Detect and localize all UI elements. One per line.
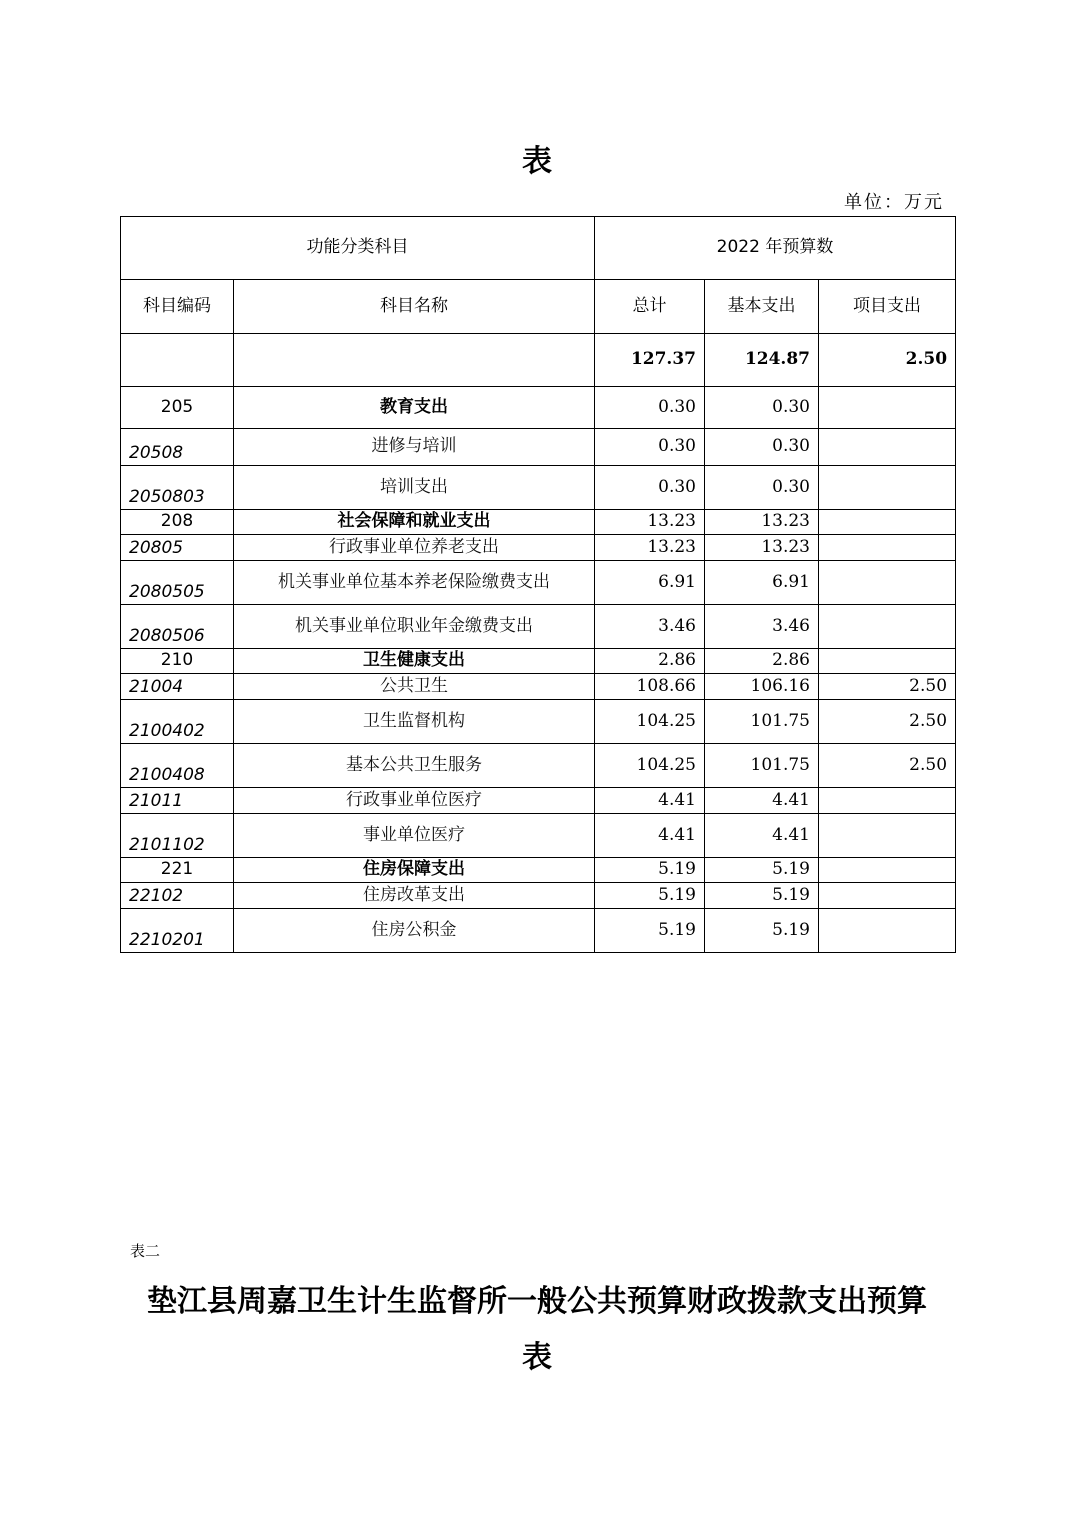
row-project	[819, 535, 956, 561]
row-basic: 4.41	[705, 814, 819, 858]
row-total: 5.19	[595, 909, 705, 953]
table-row	[121, 700, 956, 744]
totals-basic: 124.87	[705, 334, 819, 387]
row-basic: 2.86	[705, 649, 819, 674]
row-code: 221	[121, 858, 234, 883]
row-code: 2100408	[121, 744, 234, 788]
table-row	[121, 387, 956, 429]
table-row	[121, 605, 956, 649]
row-total: 3.46	[595, 605, 705, 649]
row-name: 行政事业单位养老支出	[234, 535, 595, 561]
row-code: 2210201	[121, 909, 234, 953]
row-project	[819, 510, 956, 535]
header-project: 项目支出	[819, 280, 956, 334]
row-project	[819, 649, 956, 674]
row-project	[819, 883, 956, 909]
row-name: 机关事业单位职业年金缴费支出	[234, 605, 595, 649]
table-row	[121, 510, 956, 535]
row-code: 21011	[121, 788, 234, 814]
row-basic: 4.41	[705, 788, 819, 814]
row-code: 2080506	[121, 605, 234, 649]
row-project	[819, 466, 956, 510]
row-code: 22102	[121, 883, 234, 909]
row-total: 4.41	[595, 788, 705, 814]
row-name: 培训支出	[234, 466, 595, 510]
row-name: 公共卫生	[234, 674, 595, 700]
row-project	[819, 909, 956, 953]
table-title-continuation: 表	[522, 144, 552, 179]
row-project: 2.50	[819, 674, 956, 700]
row-total: 0.30	[595, 387, 705, 429]
row-name: 卫生监督机构	[234, 700, 595, 744]
row-basic: 101.75	[705, 700, 819, 744]
row-name: 住房改革支出	[234, 883, 595, 909]
row-project	[819, 788, 956, 814]
row-total: 2.86	[595, 649, 705, 674]
row-project	[819, 387, 956, 429]
row-code: 210	[121, 649, 234, 674]
row-basic: 0.30	[705, 429, 819, 466]
row-total: 13.23	[595, 510, 705, 535]
row-project	[819, 561, 956, 605]
table-row	[121, 429, 956, 466]
row-basic: 0.30	[705, 466, 819, 510]
header-functional-category: 功能分类科目	[121, 217, 595, 280]
table-row	[121, 674, 956, 700]
unit-label: 单位：万元	[844, 192, 944, 213]
row-project: 2.50	[819, 700, 956, 744]
row-name: 机关事业单位基本养老保险缴费支出	[234, 561, 595, 605]
row-code: 2080505	[121, 561, 234, 605]
row-name: 住房保障支出	[234, 858, 595, 883]
row-basic: 3.46	[705, 605, 819, 649]
row-total: 13.23	[595, 535, 705, 561]
row-total: 5.19	[595, 858, 705, 883]
row-code: 20508	[121, 429, 234, 466]
header-budget-2022: 2022 年预算数	[595, 217, 956, 280]
table-row	[121, 909, 956, 953]
row-total: 0.30	[595, 429, 705, 466]
table-row	[121, 883, 956, 909]
row-code: 20805	[121, 535, 234, 561]
row-basic: 0.30	[705, 387, 819, 429]
row-project	[819, 605, 956, 649]
table-row	[121, 466, 956, 510]
row-name: 卫生健康支出	[234, 649, 595, 674]
row-total: 0.30	[595, 466, 705, 510]
row-name: 社会保障和就业支出	[234, 510, 595, 535]
row-code: 208	[121, 510, 234, 535]
totals-total: 127.37	[595, 334, 705, 387]
row-basic: 106.16	[705, 674, 819, 700]
totals-name-cell	[234, 334, 595, 387]
table2-title: 垫江县周嘉卫生计生监督所一般公共预算财政拨款支出预算	[147, 1284, 927, 1319]
row-code: 2050803	[121, 466, 234, 510]
row-basic: 6.91	[705, 561, 819, 605]
table-row	[121, 788, 956, 814]
row-name: 教育支出	[234, 387, 595, 429]
row-name: 事业单位医疗	[234, 814, 595, 858]
table-row	[121, 858, 956, 883]
table-row	[121, 649, 956, 674]
table-row	[121, 814, 956, 858]
row-total: 5.19	[595, 883, 705, 909]
table2-number: 表二	[130, 1242, 161, 1260]
totals-project: 2.50	[819, 334, 956, 387]
row-basic: 5.19	[705, 883, 819, 909]
header-total: 总计	[595, 280, 705, 334]
row-basic: 101.75	[705, 744, 819, 788]
row-project: 2.50	[819, 744, 956, 788]
row-total: 4.41	[595, 814, 705, 858]
row-total: 108.66	[595, 674, 705, 700]
table-row	[121, 535, 956, 561]
row-total: 104.25	[595, 700, 705, 744]
header-basic: 基本支出	[705, 280, 819, 334]
row-project	[819, 858, 956, 883]
row-basic: 5.19	[705, 909, 819, 953]
row-project	[819, 429, 956, 466]
row-total: 104.25	[595, 744, 705, 788]
header-code: 科目编码	[121, 280, 234, 334]
table-row	[121, 561, 956, 605]
table2-title-continuation: 表	[522, 1340, 552, 1375]
row-name: 行政事业单位医疗	[234, 788, 595, 814]
row-code: 205	[121, 387, 234, 429]
row-name: 基本公共卫生服务	[234, 744, 595, 788]
row-project	[819, 814, 956, 858]
row-name: 住房公积金	[234, 909, 595, 953]
row-code: 2100402	[121, 700, 234, 744]
row-total: 6.91	[595, 561, 705, 605]
row-code: 21004	[121, 674, 234, 700]
totals-code-cell	[121, 334, 234, 387]
budget-table	[120, 216, 956, 953]
row-basic: 5.19	[705, 858, 819, 883]
row-name: 进修与培训	[234, 429, 595, 466]
row-code: 2101102	[121, 814, 234, 858]
header-name: 科目名称	[234, 280, 595, 334]
row-basic: 13.23	[705, 535, 819, 561]
table-row	[121, 744, 956, 788]
row-basic: 13.23	[705, 510, 819, 535]
